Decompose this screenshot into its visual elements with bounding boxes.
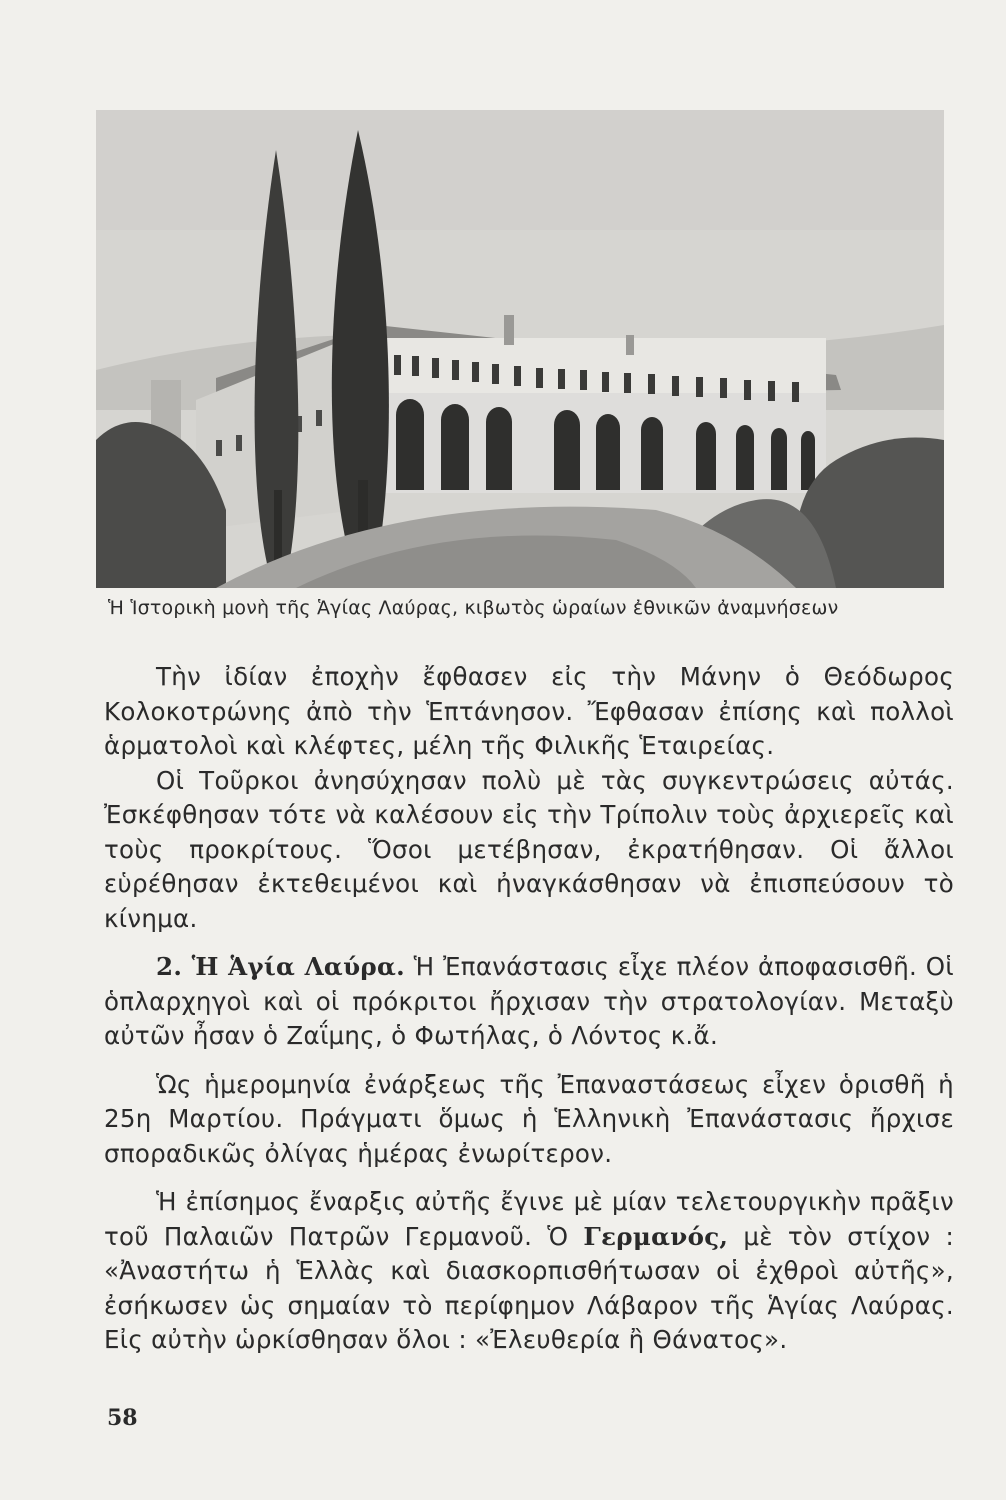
page-number: 58 (107, 1405, 138, 1431)
monastery-photo (96, 110, 944, 588)
section-lead: Ἡ Ἐπανάστασις εἶχε πλέον ἀποφασισθῆ. Οἱ ὁπλαρχηγοὶ καὶ οἱ πρόκριτοι ἤρχισαν τὴν στρατολογίαν. Μεταξὺ αὐτῶν ἦσαν ὁ Ζαΐμης, ὁ Φωτήλας, ὁ Λόντος κ.ἄ. (104, 952, 954, 1050)
paragraph-germanos (104, 1185, 954, 1358)
body-text (104, 660, 954, 1358)
section-paragraph (104, 950, 954, 1054)
monastery-illustration (96, 110, 944, 588)
figure-caption: Ἡ Ἱστορικὴ μονὴ τῆς Ἁγίας Λαύρας, κιβωτὸς ὡραίων ἐθνικῶν ἀναμνήσεων (108, 597, 839, 619)
paragraph-date: Ὡς ἡμερομηνία ἐνάρξεως τῆς Ἐπαναστάσεως εἶχεν ὁρισθῆ ἡ 25η Μαρτίου. Πράγματι ὅμως ἡ Ἑλληνικὴ Ἐπανάστασις ἤρχισε σποραδικῶς ὀλίγας ἡμέρας ἐνωρίτερον. (104, 1069, 954, 1168)
paragraph-1: Τὴν ἰδίαν ἐποχὴν ἔφθασεν εἰς τὴν Μάνην ὁ Θεόδωρος Κολοκοτρώνης ἀπὸ τὴν Ἑπτάνησον. Ἔφθασαν ἐπίσης καὶ πολλοὶ ἁρματολοὶ καὶ κλέφτες, μέλη τῆς Φιλικῆς Ἑταιρείας. (104, 662, 954, 760)
paragraph-2: Οἱ Τοῦρκοι ἀνησύχησαν πολὺ μὲ τὰς συγκεντρώσεις αὐτάς. Ἐσκέφθησαν τότε νὰ καλέσουν εἰς τὴν Τρίπολιν τοὺς ἀρχιερεῖς καὶ τοὺς προκρίτους. Ὅσοι μετέβησαν, ἐκρατήθησαν. Οἱ ἄλλοι εὑρέθησαν ἐκτεθειμένοι καὶ ἠναγκάσθησαν νὰ ἐπισπεύσουν τὸ κίνημα. (104, 765, 954, 933)
para3-part-a: Ἡ ἐπίσημος ἔναρξις αὐτῆς ἔγινε μὲ μίαν τελετουργικὴν πρᾶξιν τοῦ Παλαιῶν Πατρῶν Γερμανοῦ. Ὁ (104, 1187, 954, 1251)
section-heading: 2. Ἡ Ἁγία Λαύρα. (156, 952, 405, 981)
para3-part-b: μὲ τὸν στίχον : «Ἀναστήτω ἡ Ἑλλὰς καὶ διασκορπισθήτωσαν οἱ ἐχθροὶ αὐτῆς», ἐσήκωσεν ὡς σημαίαν τὸ περίφημον Λάβαρον τῆς Ἁγίας Λαύρας. Εἰς αὐτὴν ὡρκίσθησαν ὅλοι : «Ἐλευθερία ἢ Θάνατος». (104, 1221, 955, 1354)
germanos-bold: Γερμανός, (583, 1221, 729, 1251)
